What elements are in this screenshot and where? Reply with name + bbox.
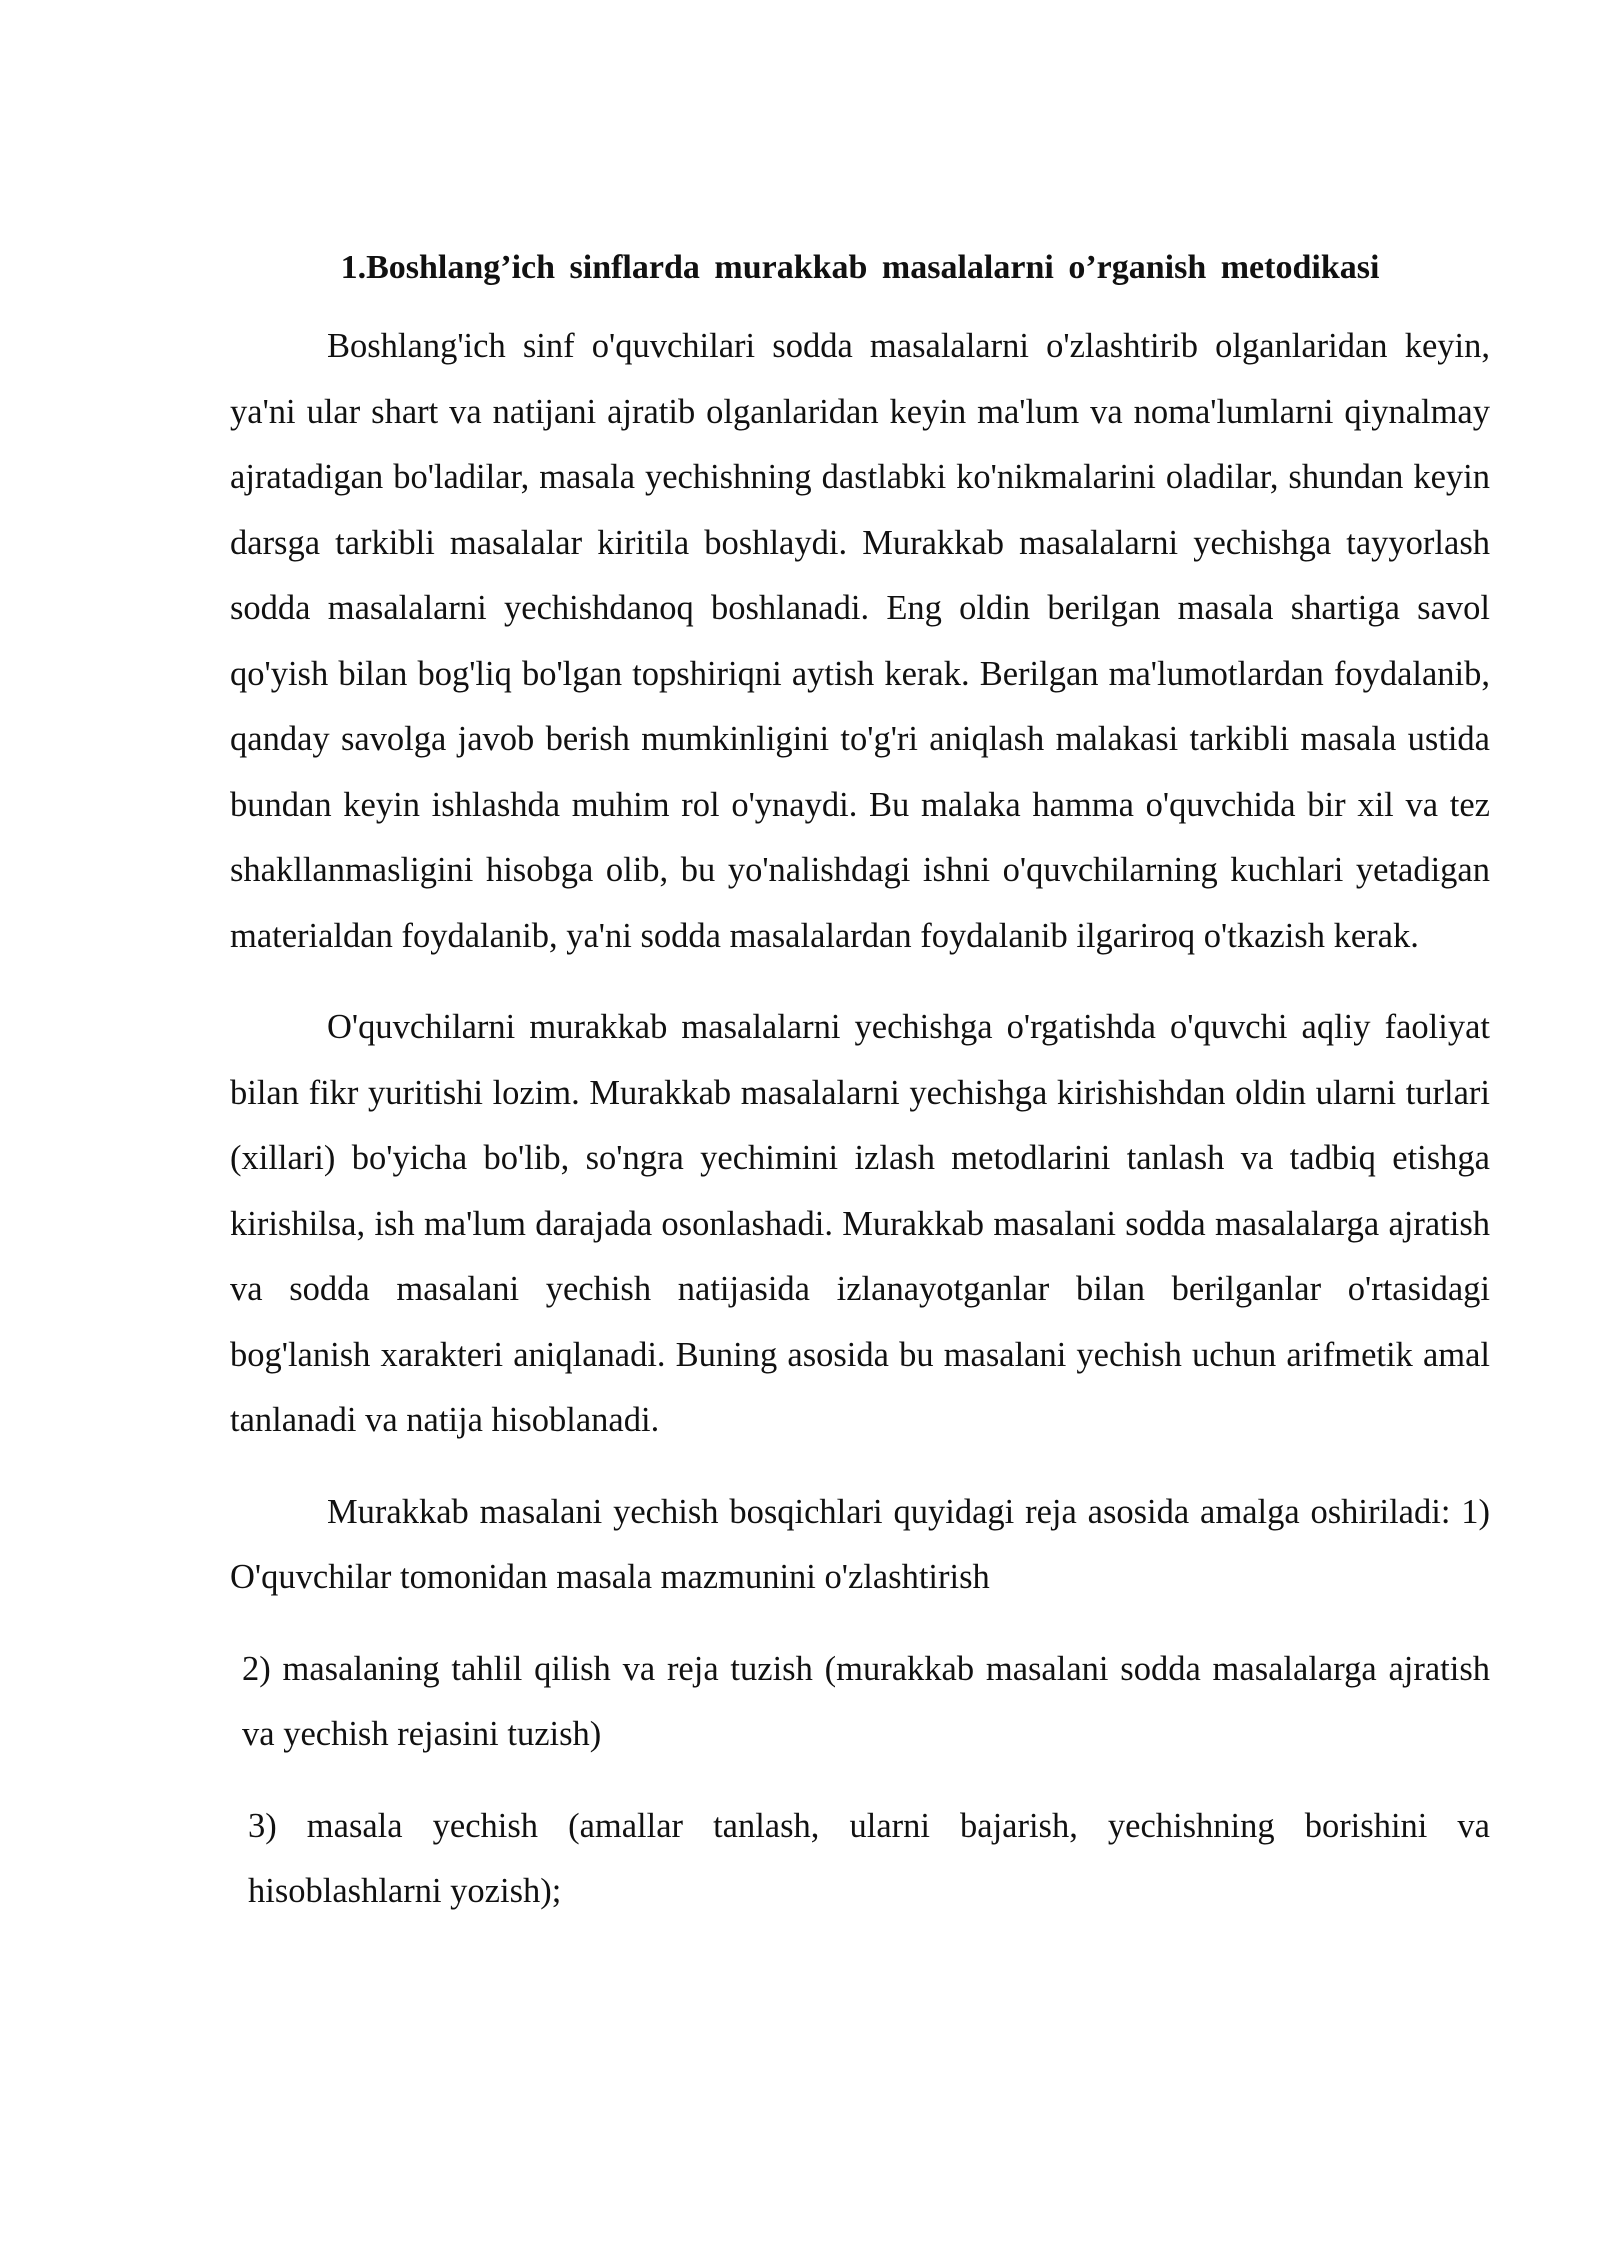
list-item-stage-2: 2) masalaning tahlil qilish va reja tuzish (murakkab masalani sodda masalalarga ajratish va yechish rejasini tuzish): [242, 1649, 1490, 1753]
paragraph-mental-activity: O'quvchilarni murakkab masalalarni yechishga o'rgatishda o'quvchi aqliy faoliyat bilan fikr yuritishi lozim. Murakkab masalalarni yechishga kirishishdan oldin ularni turlari (xillari) bo'yicha bo'lib, so'ngra yechimini izlash metodlarini tanlash va tadbiq etishga kirishilsa, ish ma'lum darajada osonlashadi. Murakkab masalani sodda masalalarga ajratish va sodda masalani yechish natijasida izlanayotganlar bilan berilganlar o'rtasidagi bog'lanish xarakteri aniqlanadi. Buning asosida bu masalani yechish uchun arifmetik amal tanlanadi va natija hisoblanadi.: [230, 1008, 1490, 1439]
paragraph-solving-stages: Murakkab masalani yechish bosqichlari quyidagi reja asosida amalga oshiriladi: 1) O'quvchilar tomonidan masala mazmunini o'zlashtirish: [230, 1492, 1490, 1596]
paragraph-intro: Boshlang'ich sinf o'quvchilari sodda masalalarni o'zlashtirib olganlaridan keyin, ya'ni ular shart va natijani ajratib olganlaridan keyin ma'lum va noma'lumlarni qiynalmay ajratadigan bo'ladilar, masala yechishning dastlabki ko'nikmalarini oladilar, shundan keyin darsga tarkibli masalalar kiritila boshlaydi. Murakkab masalalarni yechishga tayyorlash sodda masalalarni yechishdanoq boshlanadi. Eng oldin berilgan masala shartiga savol qo'yish bilan bog'liq bo'lgan topshiriqni aytish kerak. Berilgan ma'lumotlardan foydalanib, qanday savolga javob berish mumkinligini to'g'ri aniqlash malakasi tarkibli masala ustida bundan keyin ishlashda muhim rol o'ynaydi. Bu malaka hamma o'quvchida bir xil va tez shakllanmasligini hisobga olib, bu yo'nalishdagi ishni o'quvchilarning kuchlari yetadigan materialdan foydalanib, ya'ni sodda masalalardan foydalanib ilgariroq o'tkazish kerak.: [230, 327, 1490, 955]
document-page: [230, 228, 1490, 1925]
list-item-stage-3: 3) masala yechish (amallar tanlash, ularni bajarish, yechishning borishini va hisoblashlarni yozish);: [248, 1806, 1490, 1910]
document-title: 1.Boshlang’ich sinflarda murakkab masalalarni o’rganish metodikasi: [340, 249, 1380, 286]
